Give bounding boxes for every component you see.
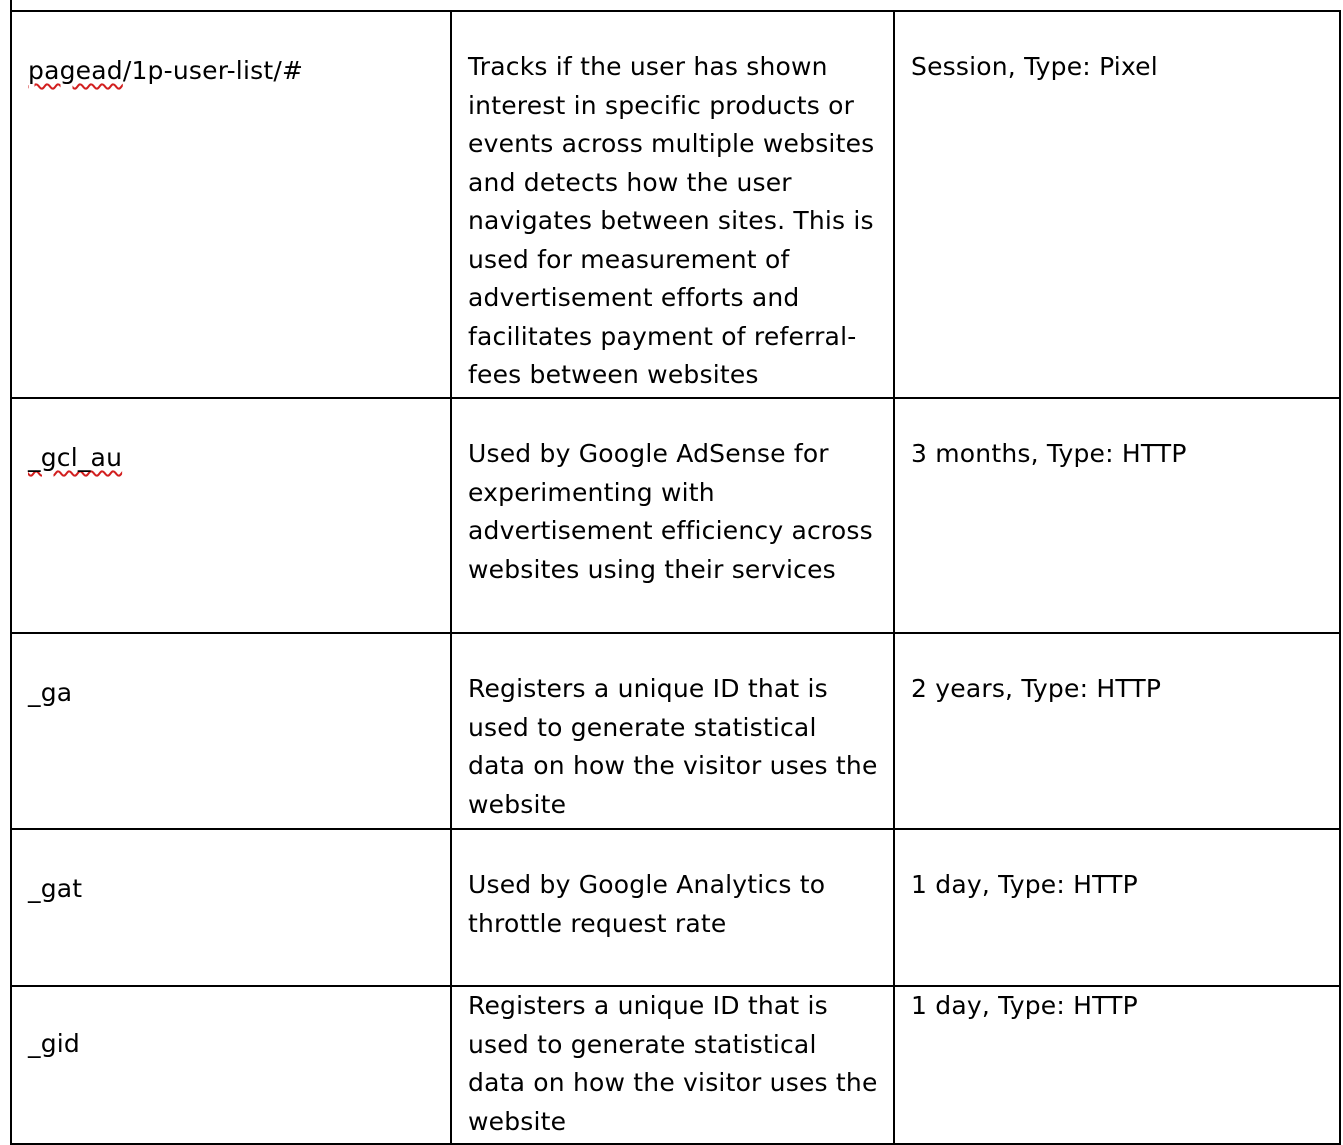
table-row (11, 633, 1340, 829)
spellcheck-flag: pagead (28, 56, 123, 85)
table-row (11, 398, 1340, 633)
cookie-name-cell (11, 829, 451, 986)
cookie-description: Used by Google Analytics to throttle request rate (468, 870, 826, 938)
cookie-description-cell (451, 11, 894, 398)
cookie-description-cell (451, 829, 894, 986)
cookie-name: _gid (28, 1029, 80, 1058)
cookie-duration-cell (894, 398, 1340, 633)
table-row (11, 829, 1340, 986)
cookie-name: pagead/1p-user-list/# (28, 56, 304, 85)
cookie-duration: 1 day, Type: HTTP (911, 870, 1138, 899)
cookie-description: Registers a unique ID that is used to generate statistical data on how the visitor uses the website (468, 991, 878, 1136)
cookie-name-cell (11, 398, 451, 633)
cookie-duration: 1 day, Type: HTTP (911, 991, 1138, 1020)
cookie-name: _ga (28, 678, 73, 707)
cookie-name-cell (11, 11, 451, 398)
cookie-description-cell (451, 398, 894, 633)
table-row (11, 986, 1340, 1144)
cookie-description-cell (451, 633, 894, 829)
cookie-duration-cell (894, 986, 1340, 1144)
cookie-duration: Session, Type: Pixel (911, 52, 1158, 81)
table-row (11, 11, 1340, 398)
cookie-description: Used by Google AdSense for experimenting with advertisement efficiency across websites using their services (468, 439, 873, 584)
cookie-duration-cell (894, 829, 1340, 986)
cookie-name-cell (11, 633, 451, 829)
cookie-name: _gcl_au (28, 443, 123, 472)
cookie-description-cell (451, 986, 894, 1144)
cookie-description: Tracks if the user has shown interest in specific products or events across multiple websites and detects how the user navigates between sites. This is used for measurement of advertisement efforts and facilitates payment of referral-fees between websites (468, 52, 875, 389)
cookie-name: _gat (28, 874, 83, 903)
cookie-duration: 3 months, Type: HTTP (911, 439, 1187, 468)
cookie-duration-cell (894, 633, 1340, 829)
cookie-duration: 2 years, Type: HTTP (911, 674, 1162, 703)
cookie-table (10, 10, 1341, 1145)
cookie-duration-cell (894, 11, 1340, 398)
cookie-name-cell (11, 986, 451, 1144)
cookie-description: Registers a unique ID that is used to generate statistical data on how the visitor uses the website (468, 674, 878, 819)
